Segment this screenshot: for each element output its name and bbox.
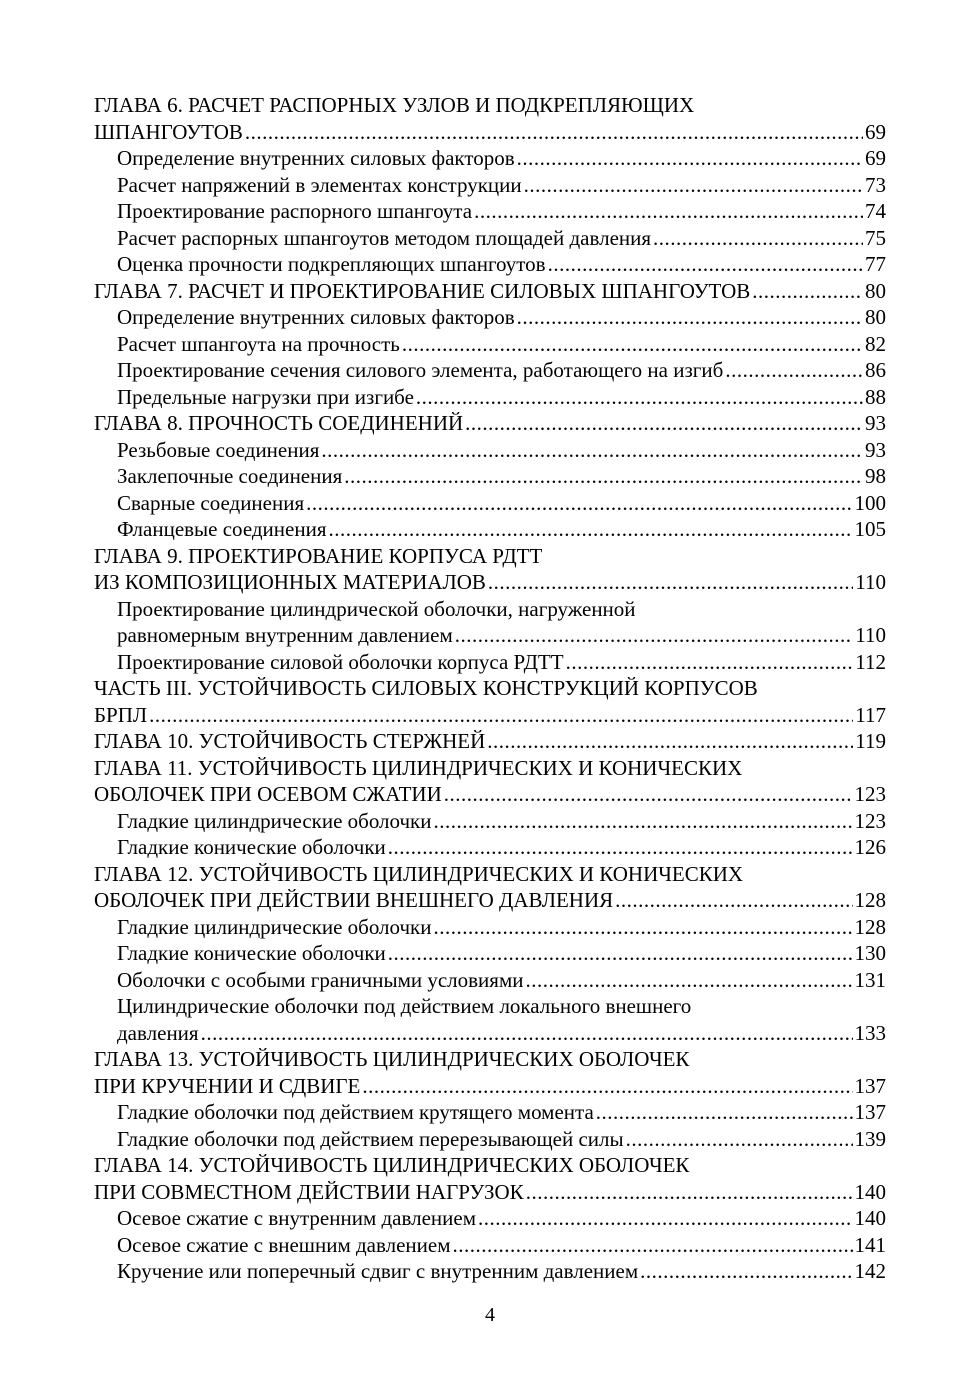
- toc-entry-title: Предельные нагрузки при изгибе: [117, 384, 414, 409]
- toc-subentry: [94, 622, 886, 649]
- dot-leader: [474, 198, 863, 225]
- toc-page-number: 100: [854, 490, 886, 515]
- dot-leader: [344, 463, 863, 490]
- toc-page-number: 73: [865, 172, 886, 197]
- toc-page-number: 140: [854, 1179, 886, 1204]
- toc-entry-title: ШПАНГОУТОВ: [94, 119, 243, 144]
- toc-subentry: [94, 490, 886, 517]
- toc-page-number: 86: [865, 358, 886, 382]
- toc-entry: [94, 702, 886, 729]
- toc-subentry: [94, 967, 886, 994]
- dot-leader: [478, 1205, 852, 1232]
- toc-entry-title: ПРИ КРУЧЕНИИ И СДВИГЕ: [94, 1073, 361, 1098]
- toc-entry-title: ГЛАВА 8. ПРОЧНОСТЬ СОЕДИНЕНИЙ: [94, 411, 464, 435]
- toc-page-number: 130: [854, 941, 886, 965]
- dot-leader: [548, 251, 863, 278]
- toc-subentry: [94, 649, 886, 676]
- toc-entry-title: ОБОЛОЧЕК ПРИ ОСЕВОМ СЖАТИИ: [94, 782, 442, 806]
- toc-entry-title: Гладкие цилиндрические оболочки: [117, 808, 432, 833]
- dot-leader: [434, 914, 853, 941]
- dot-leader: [362, 1073, 852, 1100]
- toc-entry-title: Гладкие конические оболочки: [117, 941, 386, 965]
- toc-entry: [94, 278, 886, 305]
- toc-page-number: 98: [865, 464, 886, 488]
- toc-entry: [94, 728, 886, 755]
- toc-entry-title: Осевое сжатие с внутренним давлением: [117, 1206, 477, 1230]
- toc-page-number: 69: [865, 119, 886, 144]
- toc-entry: [94, 569, 886, 596]
- toc-entry-title: Кручение или поперечный сдвиг с внутренним давлением: [117, 1259, 639, 1283]
- toc-subentry: [94, 993, 886, 1020]
- toc-page-number: 133: [854, 1020, 886, 1045]
- dot-leader: [725, 357, 863, 384]
- toc-entry: [94, 410, 886, 437]
- toc-subentry: [94, 357, 886, 384]
- toc-page-number: 142: [854, 1259, 886, 1283]
- toc-subentry: [94, 1258, 886, 1285]
- dot-leader: [566, 649, 854, 676]
- toc-entry-title: ГЛАВА 10. УСТОЙЧИВОСТЬ СТЕРЖНЕЙ: [94, 729, 486, 753]
- toc-entry-title: ГЛАВА 12. УСТОЙЧИВОСТЬ ЦИЛИНДРИЧЕСКИХ И КОНИЧЕСКИХ: [94, 861, 744, 886]
- dot-leader: [487, 728, 853, 755]
- toc-entry: [94, 1073, 886, 1100]
- toc-entry-title: Цилиндрические оболочки под действием локального внешнего: [117, 994, 692, 1018]
- dot-leader: [653, 225, 863, 252]
- dot-leader: [388, 834, 853, 861]
- toc-entry-title: Осевое сжатие с внешним давлением: [117, 1232, 451, 1257]
- toc-entry-title: Оценка прочности подкрепляющих шпангоутов: [117, 252, 546, 276]
- toc-subentry: [94, 596, 886, 623]
- dot-leader: [402, 331, 863, 358]
- dot-leader: [626, 1126, 853, 1153]
- toc-page-number: 75: [865, 225, 886, 250]
- toc-entry-title: Сварные соединения: [117, 490, 305, 515]
- toc-subentry: [94, 1232, 886, 1259]
- dot-leader: [455, 622, 854, 649]
- toc-entry-title: Заклепочные соединения: [117, 464, 343, 488]
- toc-subentry: [94, 834, 886, 861]
- toc-entry: [94, 755, 886, 782]
- toc-entry-title: Расчет распорных шпангоутов методом площадей давления: [117, 225, 652, 250]
- toc-subentry: [94, 1126, 886, 1153]
- toc-entry-title: ОБОЛОЧЕК ПРИ ДЕЙСТВИИ ВНЕШНЕГО ДАВЛЕНИЯ: [94, 888, 614, 912]
- toc-subentry: [94, 914, 886, 941]
- dot-leader: [752, 278, 863, 305]
- dot-leader: [488, 569, 853, 596]
- toc-page-number: 80: [865, 305, 886, 329]
- toc-entry-title: Расчет шпангоута на прочность: [117, 331, 400, 356]
- toc-page-number: 74: [865, 199, 886, 223]
- dot-leader: [517, 304, 863, 331]
- toc-entry-title: Гладкие конические оболочки: [117, 835, 386, 859]
- page-number: 4: [485, 1304, 495, 1326]
- toc-entry: [94, 119, 886, 146]
- dot-leader: [453, 1232, 853, 1259]
- dot-leader: [328, 516, 852, 543]
- toc-entry: [94, 861, 886, 888]
- toc-subentry: [94, 304, 886, 331]
- dot-leader: [321, 437, 863, 464]
- dot-leader: [245, 119, 863, 146]
- toc-entry: [94, 1152, 886, 1179]
- toc-page-number: 123: [854, 782, 886, 806]
- toc-entry-title: Проектирование сечения силового элемента, работающего на изгиб: [117, 358, 724, 382]
- toc-subentry: [94, 1020, 886, 1047]
- toc-entry-title: ГЛАВА 7. РАСЧЕТ И ПРОЕКТИРОВАНИЕ СИЛОВЫХ ШПАНГОУТОВ: [94, 278, 751, 303]
- dot-leader: [388, 940, 853, 967]
- toc-entry-title: Проектирование цилиндрической оболочки, нагруженной: [117, 596, 636, 621]
- toc-page-number: 139: [854, 1126, 886, 1151]
- toc-page-number: 110: [855, 570, 886, 594]
- toc-entry: [94, 781, 886, 808]
- toc-subentry: [94, 145, 886, 172]
- dot-leader: [526, 967, 853, 994]
- toc-entry-title: ГЛАВА 14. УСТОЙЧИВОСТЬ ЦИЛИНДРИЧЕСКИХ ОБОЛОЧЕК: [94, 1153, 690, 1177]
- toc-page-number: 110: [855, 623, 886, 647]
- toc-subentry: [94, 808, 886, 835]
- toc-subentry: [94, 437, 886, 464]
- toc-entry-title: Оболочки с особыми граничными условиями: [117, 967, 524, 992]
- toc-subentry: [94, 1205, 886, 1232]
- toc-entry: [94, 675, 886, 702]
- dot-leader: [434, 808, 853, 835]
- toc-entry-title: ПРИ СОВМЕСТНОМ ДЕЙСТВИИ НАГРУЗОК: [94, 1179, 524, 1204]
- toc-entry-title: Фланцевые соединения: [117, 517, 327, 541]
- dot-leader: [149, 702, 853, 729]
- toc-entry-title: БРПЛ: [94, 702, 148, 727]
- toc-page-number: 77: [865, 252, 886, 276]
- dot-leader: [596, 1099, 853, 1126]
- dot-leader: [444, 781, 853, 808]
- toc-subentry: [94, 251, 886, 278]
- toc-subentry: [94, 331, 886, 358]
- toc-entry-title: Гладкие оболочки под действием крутящего момента: [117, 1100, 594, 1124]
- toc-page-number: 128: [854, 914, 886, 939]
- toc-entry-title: Гладкие оболочки под действием перерезывающей силы: [117, 1126, 624, 1151]
- toc-entry-title: Гладкие цилиндрические оболочки: [117, 914, 432, 939]
- dot-leader: [201, 1020, 853, 1047]
- dot-leader: [306, 490, 852, 517]
- toc-page-number: 93: [865, 437, 886, 462]
- dot-leader: [465, 410, 863, 437]
- toc-page-number: 128: [854, 888, 886, 912]
- toc-page-number: 119: [855, 729, 886, 753]
- toc-entry-title: Расчет напряжений в элементах конструкции: [117, 172, 522, 197]
- toc-subentry: [94, 172, 886, 199]
- toc-entry-title: ЧАСТЬ III. УСТОЙЧИВОСТЬ СИЛОВЫХ КОНСТРУКЦИЙ КОРПУСОВ: [94, 676, 758, 700]
- toc-entry-title: Проектирование распорного шпангоута: [117, 199, 473, 223]
- toc-page-number: 105: [854, 517, 886, 541]
- toc-subentry: [94, 1099, 886, 1126]
- toc-page-number: 140: [854, 1206, 886, 1230]
- toc-page-number: 69: [865, 146, 886, 170]
- toc-subentry: [94, 940, 886, 967]
- toc-entry-title: равномерным внутренним давлением: [117, 623, 453, 647]
- toc-page-number: 112: [855, 649, 886, 674]
- toc-entry-title: ГЛАВА 11. УСТОЙЧИВОСТЬ ЦИЛИНДРИЧЕСКИХ И КОНИЧЕСКИХ: [94, 755, 743, 780]
- toc-subentry: [94, 516, 886, 543]
- toc-subentry: [94, 463, 886, 490]
- dot-leader: [524, 172, 863, 199]
- toc-entry-title: ГЛАВА 6. РАСЧЕТ РАСПОРНЫХ УЗЛОВ И ПОДКРЕПЛЯЮЩИХ: [94, 93, 695, 117]
- toc-subentry: [94, 384, 886, 411]
- toc-entry-title: давления: [117, 1020, 199, 1045]
- toc-subentry: [94, 225, 886, 252]
- toc-entry: [94, 1179, 886, 1206]
- toc-entry-title: Проектирование силовой оболочки корпуса РДТТ: [117, 649, 564, 674]
- toc-entry: [94, 887, 886, 914]
- toc-entry-title: ГЛАВА 9. ПРОЕКТИРОВАНИЕ КОРПУСА РДТТ: [94, 543, 543, 568]
- toc-page-number: 141: [854, 1232, 886, 1257]
- toc-entry: [94, 543, 886, 570]
- toc-page-number: 126: [854, 835, 886, 859]
- toc-entry-title: ГЛАВА 13. УСТОЙЧИВОСТЬ ЦИЛИНДРИЧЕСКИХ ОБОЛОЧЕК: [94, 1047, 690, 1071]
- toc-entry: [94, 92, 886, 119]
- toc-entry-title: Резьбовые соединения: [117, 437, 320, 462]
- toc-page-number: 88: [865, 384, 886, 409]
- toc-page-number: 80: [865, 278, 886, 303]
- toc-entry-title: Определение внутренних силовых факторов: [117, 146, 515, 170]
- dot-leader: [526, 1179, 853, 1206]
- toc-page-number: 117: [855, 702, 886, 727]
- toc-entry-title: ИЗ КОМПОЗИЦИОННЫХ МАТЕРИАЛОВ: [94, 570, 486, 594]
- toc-page-number: 137: [854, 1100, 886, 1124]
- toc-subentry: [94, 198, 886, 225]
- table-of-contents: [94, 92, 886, 1285]
- toc-entry: [94, 1046, 886, 1073]
- toc-page-number: 123: [854, 808, 886, 833]
- toc-entry-title: Определение внутренних силовых факторов: [117, 305, 515, 329]
- toc-page-number: 93: [865, 411, 886, 435]
- toc-page-number: 137: [854, 1073, 886, 1098]
- toc-page-number: 82: [865, 331, 886, 356]
- dot-leader: [517, 145, 863, 172]
- dot-leader: [416, 384, 863, 411]
- dot-leader: [640, 1258, 852, 1285]
- dot-leader: [615, 887, 852, 914]
- toc-page-number: 131: [854, 967, 886, 992]
